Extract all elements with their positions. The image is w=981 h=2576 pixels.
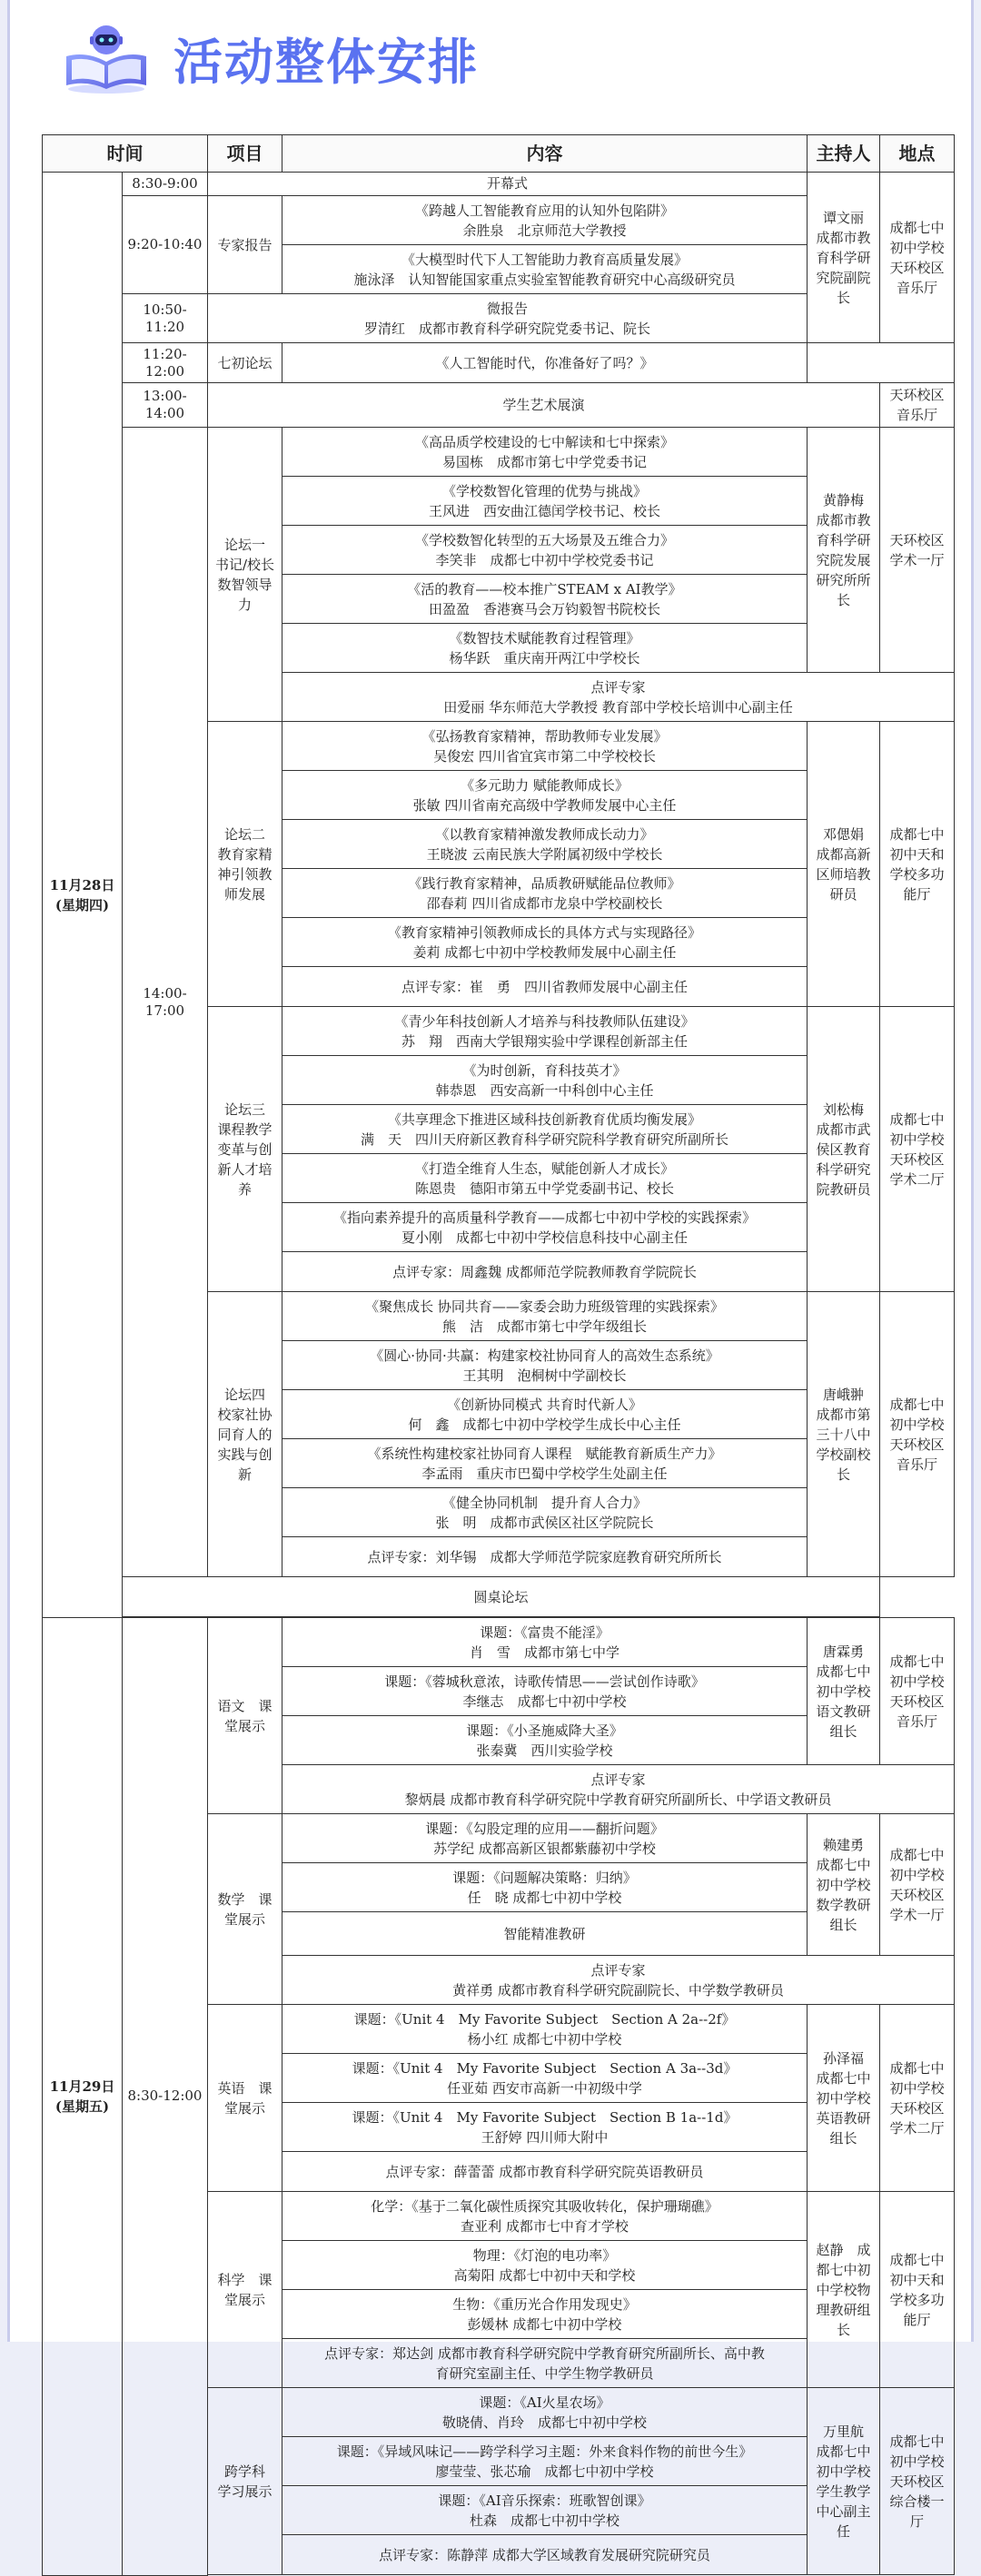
table-row — [43, 428, 955, 477]
content-cell: 《圆心·协同·共赢：构建家校社协同育人的高效生态系统》 王其明 泡桐树中学副校长 — [282, 1341, 808, 1390]
time-cell: 9:20-10:40 — [123, 196, 208, 294]
content-cell: 《健全协同机制 提升育人合力》 张 明 成都市武侯区社区学院院长 — [282, 1488, 808, 1537]
round-table-cell: 圆桌论坛 — [123, 1577, 880, 1617]
content-cell: 课题：《勾股定理的应用——翻折问题》 苏学纪 成都高新区银都紫藤初中学校 — [282, 1814, 808, 1863]
content-cell: 学生艺术展演 — [208, 383, 880, 428]
project-cell: 语文 课堂展示 — [208, 1618, 282, 1814]
content-cell: 《指向素养提升的高质量科学教育——成都七中初中学校的实践探索》 夏小刚 成都七中初中学校信息科技中心副主任 — [282, 1203, 808, 1252]
venue-cell: 成都七中初中学校天环校区学术二厅 — [880, 1007, 955, 1292]
content-cell: 《践行教育家精神，品质教研赋能品位教师》 邵春莉 四川省成都市龙泉中学校副校长 — [282, 869, 808, 918]
venue-cell: 成都七中初中学校天环校区学术一厅 — [880, 1814, 955, 1956]
content-cell: 《多元助力 赋能教师成长》 张敏 四川省南充高级中学教师发展中心主任 — [282, 771, 808, 820]
page-title: 活动整体安排 — [173, 34, 479, 91]
content-cell: 课题：《Unit 4 My Favorite Subject Section A 3a--3d》 任亚茹 西安市高新一中初级中学 — [282, 2054, 808, 2103]
table-row — [43, 1618, 955, 1667]
content-cell: 《系统性构建校家社协同育人课程 赋能教育新质生产力》 李孟雨 重庆市巴蜀中学校学生处副主任 — [282, 1439, 808, 1488]
content-cell: 课题：《小圣施威降大圣》 张秦冀 西川实验学校 — [282, 1716, 808, 1765]
venue-cell: 成都七中初中天和学校多功能厅 — [880, 2192, 955, 2388]
header — [10, 0, 971, 127]
content-cell: 《创新协同模式 共育时代新人》 何 鑫 成都七中初中学校学生成长中心主任 — [282, 1390, 808, 1439]
host-cell: 谭文丽 成都市教育科学研究院副院长 — [808, 173, 880, 343]
table-row — [43, 383, 955, 428]
day1-cell: 11月28日 (星期四) — [43, 173, 123, 1618]
project-cell: 数学 课堂展示 — [208, 1814, 282, 2005]
host-cell: 唐霖勇 成都七中初中学校语文教研组长 — [808, 1618, 880, 1765]
header-host: 主持人 — [808, 135, 880, 173]
comment-cell: 点评专家：周鑫魏 成都师范学院教师教育学院院长 — [282, 1252, 808, 1292]
content-cell: 《跨越人工智能教育应用的认知外包陷阱》 余胜泉 北京师范大学教授 — [282, 196, 808, 245]
content-cell: 《青少年科技创新人才培养与科技教师队伍建设》 苏 翔 西南大学银翔实验中学课程创新部主任 — [282, 1007, 808, 1056]
header-content: 内容 — [282, 135, 808, 173]
content-cell: 《大模型时代下人工智能助力教育高质量发展》 施泳泽 认知智能国家重点实验室智能教育研究中心高级研究员 — [282, 245, 808, 294]
time-cell: 11:20-12:00 — [123, 343, 208, 383]
table-row — [43, 343, 955, 383]
content-cell: 《学校数智化管理的优势与挑战》 王风进 西安曲江德闰学校书记、校长 — [282, 477, 808, 526]
comment-cell: 点评专家 黎炳晨 成都市教育科学研究院中学教育研究所副所长、中学语文教研员 — [282, 1765, 955, 1814]
content-cell: 课题：《AI音乐探索：班歌智创课》 杜森 成都七中初中学校 — [282, 2486, 808, 2535]
content-cell: 《以教育家精神激发教师成长动力》 王晓波 云南民族大学附属初级中学校长 — [282, 820, 808, 869]
venue-cell: 成都七中初中学校天环校区音乐厅 — [880, 1618, 955, 1765]
venue-cell: 天环校区音乐厅 — [880, 383, 955, 428]
venue-cell: 成都七中初中学校天环校区音乐厅 — [880, 1292, 955, 1577]
host-cell: 邓偲娟 成都高新区师培教研员 — [808, 722, 880, 1007]
comment-cell: 点评专家：陈静萍 成都大学区域教育发展研究院研究员 — [282, 2535, 808, 2575]
table-row — [43, 1577, 955, 1617]
content-cell: 课题：《Unit 4 My Favorite Subject Section A 2a--2f》 杨小红 成都七中初中学校 — [282, 2005, 808, 2054]
content-cell: 《为时创新，育科技英才》 韩恭恩 西安高新一中科创中心主任 — [282, 1056, 808, 1105]
comment-cell: 点评专家：薛蕾蕾 成都市教育科学研究院英语教研员 — [282, 2152, 808, 2192]
content-cell: 《数智技术赋能教育过程管理》 杨华跃 重庆南开两江中学校长 — [282, 624, 808, 673]
comment-cell: 点评专家 田爱丽 华东师范大学教授 教育部中学校长培训中心副主任 — [282, 673, 955, 722]
content-cell: 物理：《灯泡的电功率》 高菊阳 成都七中初中天和学校 — [282, 2241, 808, 2290]
content-cell: 《教育家精神引领教师成长的具体方式与实现路径》 姜莉 成都七中初中学校教师发展中心副主任 — [282, 918, 808, 967]
empty-cell — [808, 343, 955, 383]
host-cell: 赵静 成都七中初中学校物理教研组长 — [808, 2192, 880, 2388]
project-cell: 跨学科 学习展示 — [208, 2388, 282, 2575]
project-cell: 论坛四 校家社协同育人的实践与创新 — [208, 1292, 282, 1577]
day2-cell: 11月29日 (星期五) — [43, 1618, 123, 2576]
spacer-cell — [208, 2575, 955, 2576]
project-cell: 英语 课堂展示 — [208, 2005, 282, 2192]
host-cell: 赖建勇 成都七中初中学校数学教研组长 — [808, 1814, 880, 1956]
content-cell: 课题：《蓉城秋意浓，诗歌传情思——尝试创作诗歌》 李继志 成都七中初中学校 — [282, 1667, 808, 1716]
content-cell: 《打造全维育人生态，赋能创新人才成长》 陈恩贵 德阳市第五中学党委副书记、校长 — [282, 1154, 808, 1203]
content-cell: 化学：《基于二氧化碳性质探究其吸收转化，保护珊瑚礁》 查亚利 成都市七中育才学校 — [282, 2192, 808, 2241]
comment-cell: 点评专家：刘华锡 成都大学师范学院家庭教育研究所所长 — [282, 1537, 808, 1577]
content-cell: 《人工智能时代，你准备好了吗？》 — [282, 343, 808, 383]
venue-cell: 成都七中初中学校天环校区综合楼一厅 — [880, 2388, 955, 2575]
host-cell: 孙泽福 成都七中初中学校英语教研组长 — [808, 2005, 880, 2192]
content-cell: 课题：《问题解决策略：归纳》 任 晓 成都七中初中学校 — [282, 1863, 808, 1912]
project-cell: 论坛二 教育家精神引领教师发展 — [208, 722, 282, 1007]
content-cell: 课题：《AI火星农场》 敬晓倩、肖玲 成都七中初中学校 — [282, 2388, 808, 2437]
host-cell: 刘松梅 成都市武侯区教育科学研究院教研员 — [808, 1007, 880, 1292]
content-cell: 《聚焦成长 协同共育——家委会助力班级管理的实践探索》 熊 洁 成都市第七中学年级组长 — [282, 1292, 808, 1341]
project-cell: 论坛一 书记/校长数智领导力 — [208, 428, 282, 722]
content-cell: 《学校数智化转型的五大场景及五维合力》 李笑非 成都七中初中学校党委书记 — [282, 526, 808, 575]
table-row — [43, 173, 955, 196]
host-cell: 黄静梅 成都市教育科学研究院发展研究所所长 — [808, 428, 880, 673]
content-cell: 微报告 罗清红 成都市教育科学研究院党委书记、院长 — [208, 294, 808, 343]
project-cell: 论坛三 课程教学变革与创新人才培养 — [208, 1007, 282, 1292]
time-cell: 8:30-9:00 — [123, 173, 208, 196]
page — [7, 0, 974, 2563]
time-cell: 13:00-14:00 — [123, 383, 208, 428]
content-cell: 《高品质学校建设的七中解读和七中探索》 易国栋 成都市第七中学党委书记 — [282, 428, 808, 477]
time-cell: 8:30-12:00 — [123, 1618, 208, 2576]
content-cell: 《活的教育——校本推广STEAM x AI教学》 田盈盈 香港赛马会万钧毅智书院校长 — [282, 575, 808, 624]
content-cell: 《弘扬教育家精神，帮助教师专业发展》 吴俊宏 四川省宜宾市第二中学校校长 — [282, 722, 808, 771]
comment-cell: 点评专家：崔 勇 四川省教师发展中心副主任 — [282, 967, 808, 1007]
table-header-row — [43, 135, 955, 173]
content-cell: 课题：《富贵不能淫》 肖 雪 成都市第七中学 — [282, 1618, 808, 1667]
opening-cell: 开幕式 — [208, 173, 808, 196]
content-cell: 智能精准教研 — [282, 1912, 808, 1956]
venue-cell: 成都七中初中学校天环校区音乐厅 — [880, 173, 955, 343]
book-robot-icon — [61, 20, 152, 94]
content-cell: 生物：《重历光合作用发现史》 彭媛林 成都七中初中学校 — [282, 2290, 808, 2339]
header-time: 时间 — [43, 135, 208, 173]
venue-cell: 成都七中初中天和学校多功能厅 — [880, 722, 955, 1007]
header-venue: 地点 — [880, 135, 955, 173]
content-cell: 《共享理念下推进区域科技创新教育优质均衡发展》 满 天 四川天府新区教育科学研究院科学教育研究所副所长 — [282, 1105, 808, 1154]
header-project: 项目 — [208, 135, 282, 173]
project-cell: 专家报告 — [208, 196, 282, 294]
time-cell: 10:50-11:20 — [123, 294, 208, 343]
schedule-table — [42, 134, 955, 2576]
venue-cell: 成都七中初中学校天环校区学术二厅 — [880, 2005, 955, 2192]
host-cell: 万里航 成都七中初中学校学生教学中心副主任 — [808, 2388, 880, 2575]
content-cell: 课题：《异域风味记——跨学科学习主题：外来食料作物的前世今生》 廖莹莹、张芯瑜 成都七中初中学校 — [282, 2437, 808, 2486]
time-cell: 14:00-17:00 — [123, 428, 208, 1577]
comment-cell: 点评专家：郑达剑 成都市教育科学研究院中学教育研究所副所长、高中教 育研究室副主任、中学生物学教研员 — [282, 2339, 808, 2388]
venue-cell: 天环校区学术一厅 — [880, 428, 955, 673]
project-cell: 七初论坛 — [208, 343, 282, 383]
content-cell: 课题：《Unit 4 My Favorite Subject Section B 1a--1d》 王舒婷 四川师大附中 — [282, 2103, 808, 2152]
host-cell: 唐峨翀 成都市第三十八中学校副校长 — [808, 1292, 880, 1577]
comment-cell: 点评专家 黄祥勇 成都市教育科学研究院副院长、中学数学教研员 — [282, 1956, 955, 2005]
project-cell: 科学 课堂展示 — [208, 2192, 282, 2388]
